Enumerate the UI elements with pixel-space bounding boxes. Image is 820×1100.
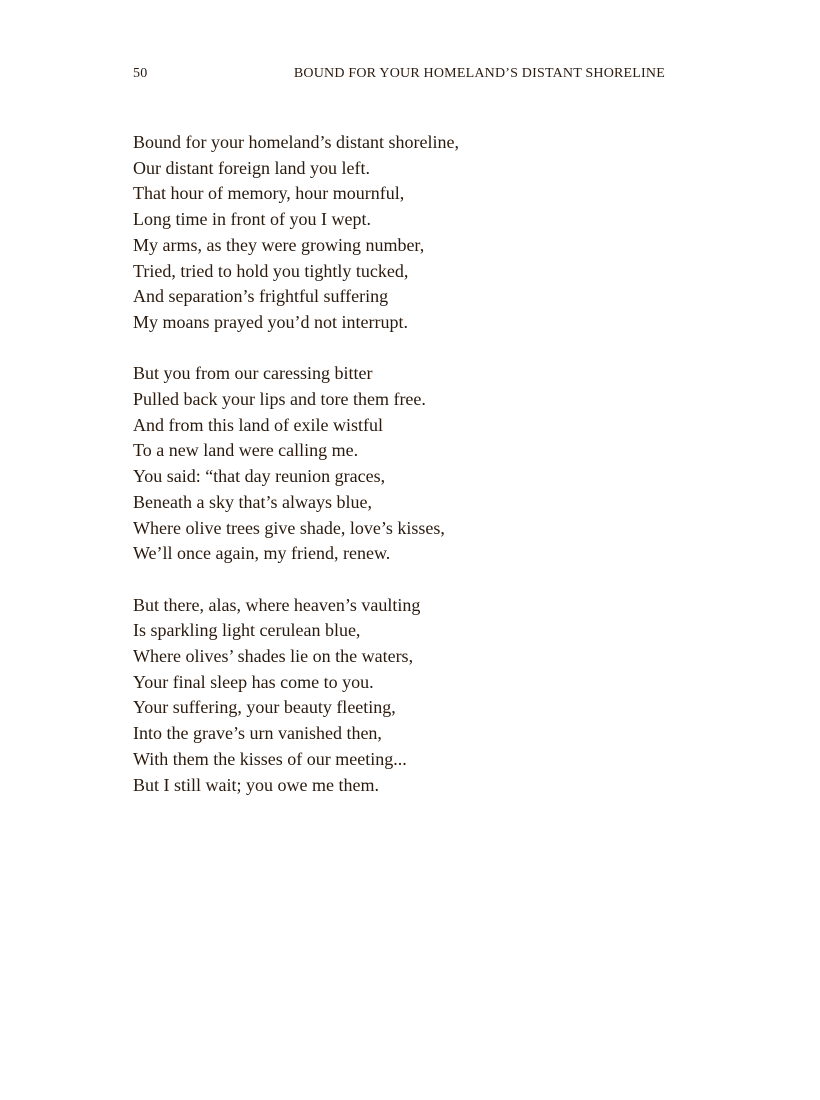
poem-line: Is sparkling light cerulean blue,: [133, 620, 361, 641]
stanza-3: [133, 593, 693, 799]
poem-line: My arms, as they were growing number,: [133, 234, 425, 255]
poem-line: And separation’s frightful suffering: [133, 286, 389, 307]
running-title: BOUND FOR YOUR HOMELAND’S DISTANT SHORELINE: [293, 66, 665, 81]
poem-line: But I still wait; you owe me them.: [133, 774, 379, 795]
poem-line: Beneath a sky that’s always blue,: [133, 491, 372, 512]
poem-line: Where olives’ shades lie on the waters,: [133, 646, 414, 667]
running-head: [133, 64, 665, 84]
poem-line: And from this land of exile wistful: [133, 414, 383, 435]
stanza-1: [133, 130, 693, 336]
poem-line: That hour of memory, hour mournful,: [133, 183, 405, 204]
poem: [133, 130, 693, 824]
poem-line: Where olive trees give shade, love’s kisses,: [133, 517, 445, 538]
poem-line: Long time in front of you I wept.: [133, 209, 371, 230]
poem-line: Your final sleep has come to you.: [133, 671, 374, 692]
poem-line: You said: “that day reunion graces,: [133, 466, 386, 487]
poem-line: Bound for your homeland’s distant shoreline,: [133, 132, 459, 152]
poem-line: Tried, tried to hold you tightly tucked,: [133, 260, 409, 281]
poem-line: My moans prayed you’d not interrupt.: [133, 311, 408, 332]
poem-line: With them the kisses of our meeting...: [133, 748, 407, 769]
poem-line: Pulled back your lips and tore them free.: [133, 389, 426, 410]
poem-line: But you from our caressing bitter: [133, 363, 373, 384]
poem-line: Into the grave’s urn vanished then,: [133, 723, 382, 744]
page-number: 50: [133, 66, 148, 81]
poem-line: We’ll once again, my friend, renew.: [133, 543, 391, 564]
poem-line: But there, alas, where heaven’s vaulting: [133, 594, 421, 615]
poem-line: Your suffering, your beauty fleeting,: [133, 697, 396, 718]
poem-line: Our distant foreign land you left.: [133, 157, 370, 178]
poem-line: To a new land were calling me.: [133, 440, 359, 461]
stanza-2: [133, 361, 693, 567]
